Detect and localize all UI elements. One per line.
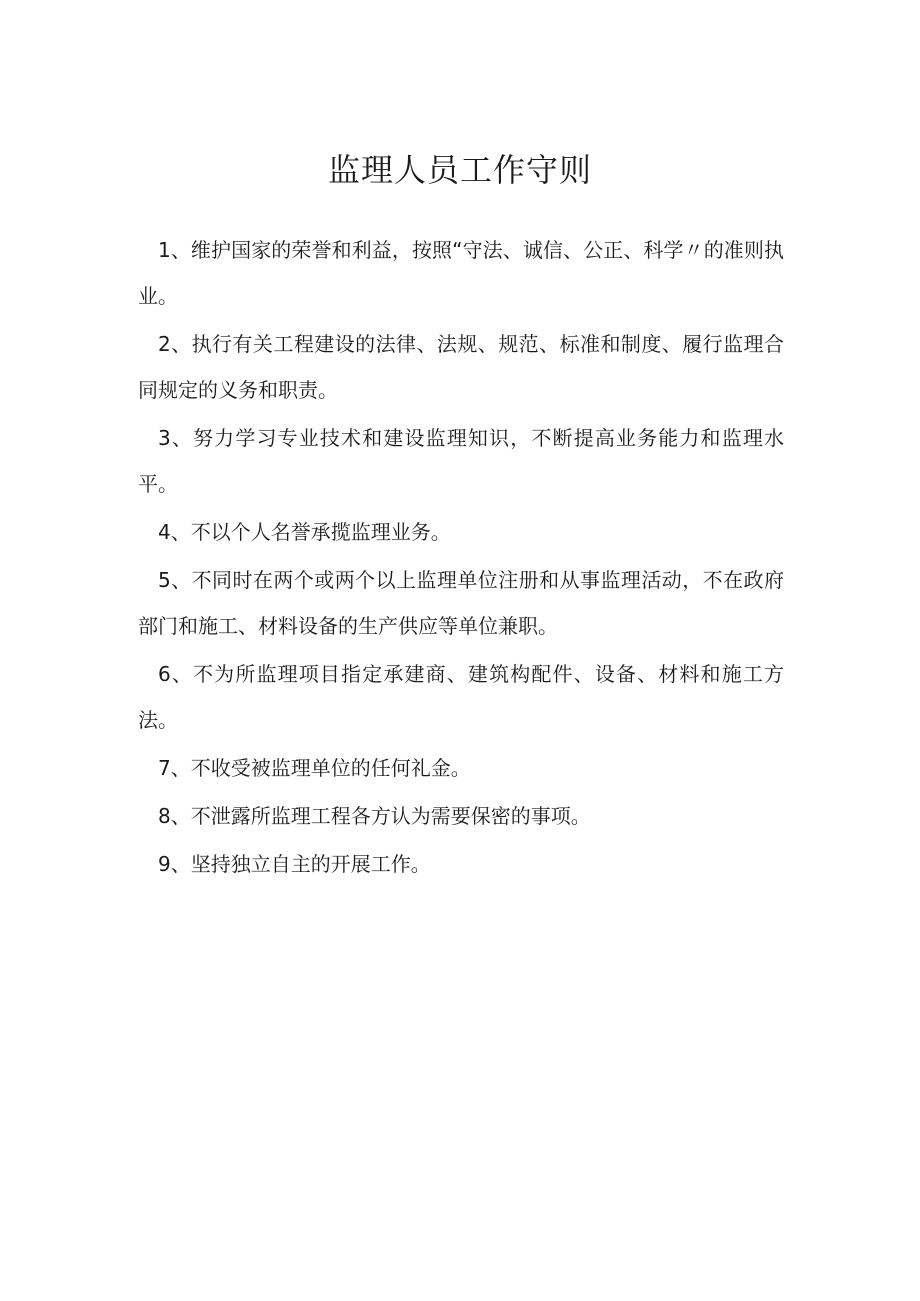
page-title: 监理人员工作守则	[327, 151, 592, 189]
rule-item-2: 2、执行有关工程建设的法律、法规、规范、标准和制度、履行监理合同规定的义务和职责。	[138, 332, 784, 402]
rule-item-5: 5、不同时在两个或两个以上监理单位注册和从事监理活动，不在政府部门和施工、材料设备的生产供应等单位兼职。	[138, 568, 784, 638]
rules-list	[138, 227, 784, 889]
rule-item-6: 6、不为所监理项目指定承建商、建筑构配件、设备、材料和施工方法。	[138, 662, 784, 732]
rule-item-1: 1、维护国家的荣誉和利益，按照“守法、诚信、公正、科学〃的准则执业。	[138, 238, 784, 308]
rule-item-4: 4、不以个人名誉承揽监理业务。	[158, 520, 451, 544]
rule-item-9: 9、坚持独立自主的开展工作。	[158, 852, 431, 876]
rule-item-7: 7、不收受被监理单位的任何礼金。	[158, 756, 471, 780]
rule-item-3: 3、努力学习专业技术和建设监理知识，不断提高业务能力和监理水平。	[138, 426, 784, 496]
rule-item-8: 8、不泄露所监理工程各方认为需要保密的事项。	[158, 804, 591, 828]
